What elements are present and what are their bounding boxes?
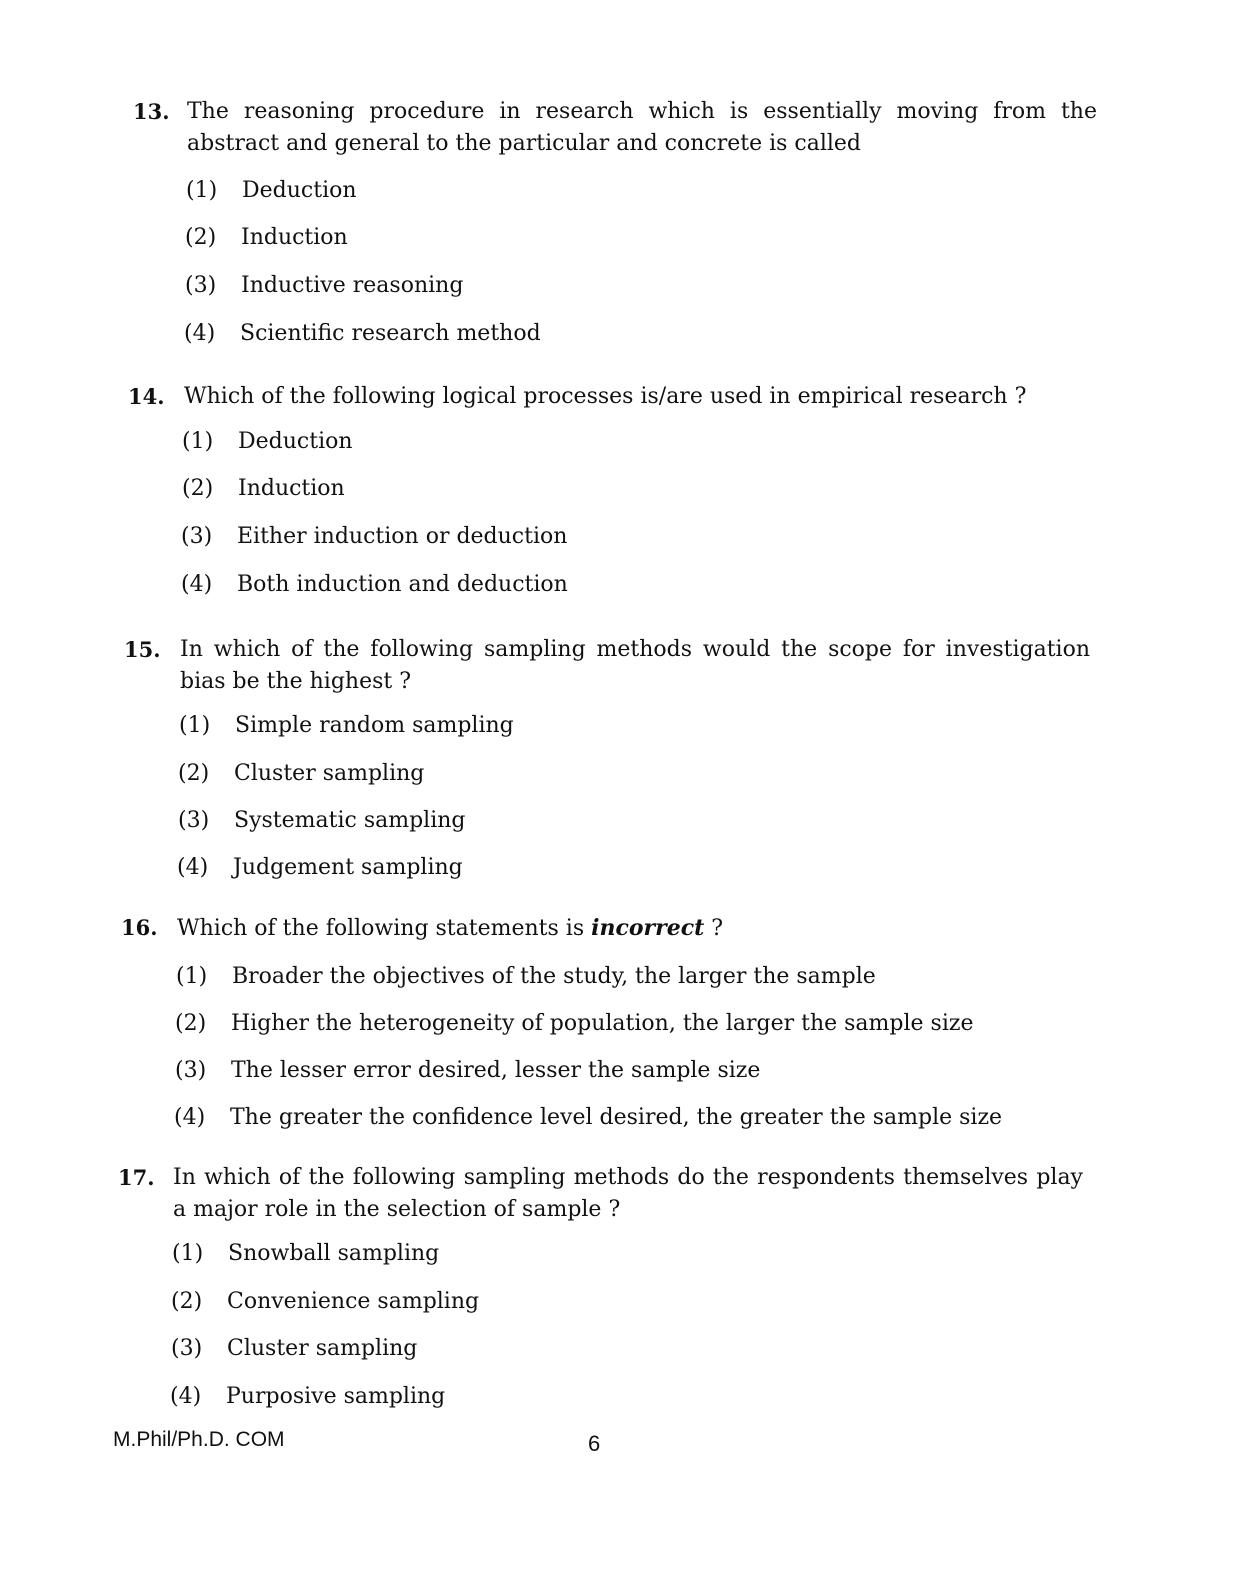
option-text: Induction xyxy=(241,225,348,250)
option-number: (1) xyxy=(172,1241,204,1266)
question-text: In which of the following sampling methods do the respondents themselves play a major role in the selection of sample ? xyxy=(173,1165,1083,1222)
option-number: (3) xyxy=(175,1058,207,1083)
option-number: (2) xyxy=(175,1011,207,1036)
option-text: Inductive reasoning xyxy=(241,273,464,298)
option-number: (2) xyxy=(171,1289,203,1314)
option-16-1 xyxy=(176,962,876,992)
option-number: (3) xyxy=(171,1336,203,1361)
page-number: 6 xyxy=(588,1431,601,1456)
option-text: Either induction or deduction xyxy=(237,524,568,549)
option-number: (1) xyxy=(186,178,218,203)
option-text: Deduction xyxy=(238,429,353,454)
option-14-2 xyxy=(182,474,345,504)
question-number: 13. xyxy=(133,99,170,124)
option-15-1 xyxy=(179,711,514,741)
option-text: Simple random sampling xyxy=(235,713,514,738)
option-17-4 xyxy=(170,1382,445,1412)
option-16-4 xyxy=(174,1103,1002,1133)
question-text: Which of the following logical processes is/are used in empirical research ? xyxy=(184,384,1027,409)
option-number: (4) xyxy=(181,572,213,597)
question-text-end: ? xyxy=(704,916,724,941)
option-13-2 xyxy=(185,223,348,253)
question-text xyxy=(177,912,1087,945)
option-number: (4) xyxy=(184,321,216,346)
option-15-4 xyxy=(177,853,463,883)
option-number: (3) xyxy=(181,524,213,549)
course-code: M.Phil/Ph.D. COM xyxy=(113,1428,285,1451)
option-number: (1) xyxy=(179,713,211,738)
option-text: Higher the heterogeneity of population, the larger the sample size xyxy=(231,1011,974,1036)
option-number: (1) xyxy=(176,964,208,989)
option-text: Purposive sampling xyxy=(226,1384,446,1409)
option-16-3 xyxy=(175,1056,760,1086)
option-17-1 xyxy=(172,1239,439,1269)
question-text: The reasoning procedure in research which is essentially moving from the abstract and general to the particular and concrete is called xyxy=(187,99,1097,156)
option-15-3 xyxy=(178,806,466,836)
option-number: (3) xyxy=(185,273,217,298)
option-number: (4) xyxy=(177,855,209,880)
option-text: Both induction and deduction xyxy=(237,572,568,597)
option-text: Induction xyxy=(238,476,345,501)
option-13-4 xyxy=(184,319,541,349)
option-text: Snowball sampling xyxy=(228,1241,440,1266)
question-number: 17. xyxy=(118,1165,155,1190)
question-emphasis: incorrect xyxy=(591,915,705,941)
option-number: (2) xyxy=(178,761,210,786)
option-13-1 xyxy=(186,176,357,206)
option-text: Broader the objectives of the study, the larger the sample xyxy=(232,964,876,989)
option-17-2 xyxy=(171,1287,479,1317)
option-number: (1) xyxy=(182,429,214,454)
option-number: (4) xyxy=(170,1384,202,1409)
question-number: 15. xyxy=(124,637,161,662)
option-text: Cluster sampling xyxy=(227,1336,418,1361)
question-number: 16. xyxy=(121,915,158,940)
option-text: Convenience sampling xyxy=(227,1289,480,1314)
option-text: Deduction xyxy=(242,178,357,203)
option-text: Cluster sampling xyxy=(234,761,425,786)
question-text-start: Which of the following statements is xyxy=(177,916,592,941)
question-text: In which of the following sampling methods would the scope for investigation bias be the highest ? xyxy=(180,637,1090,694)
question-number: 14. xyxy=(128,384,165,409)
option-13-3 xyxy=(185,271,463,301)
option-number: (3) xyxy=(178,808,210,833)
option-number: (2) xyxy=(185,225,217,250)
option-16-2 xyxy=(175,1009,973,1039)
option-text: Scientific research method xyxy=(240,321,541,346)
option-text: Systematic sampling xyxy=(234,808,466,833)
option-14-1 xyxy=(182,427,353,457)
option-text: Judgement sampling xyxy=(233,855,463,880)
option-text: The lesser error desired, lesser the sample size xyxy=(231,1058,761,1083)
option-15-2 xyxy=(178,759,424,789)
option-14-4 xyxy=(181,570,568,600)
option-text: The greater the confidence level desired, the greater the sample size xyxy=(230,1105,1003,1130)
option-number: (2) xyxy=(182,476,214,501)
option-number: (4) xyxy=(174,1105,206,1130)
option-14-3 xyxy=(181,522,567,552)
option-17-3 xyxy=(171,1334,417,1364)
